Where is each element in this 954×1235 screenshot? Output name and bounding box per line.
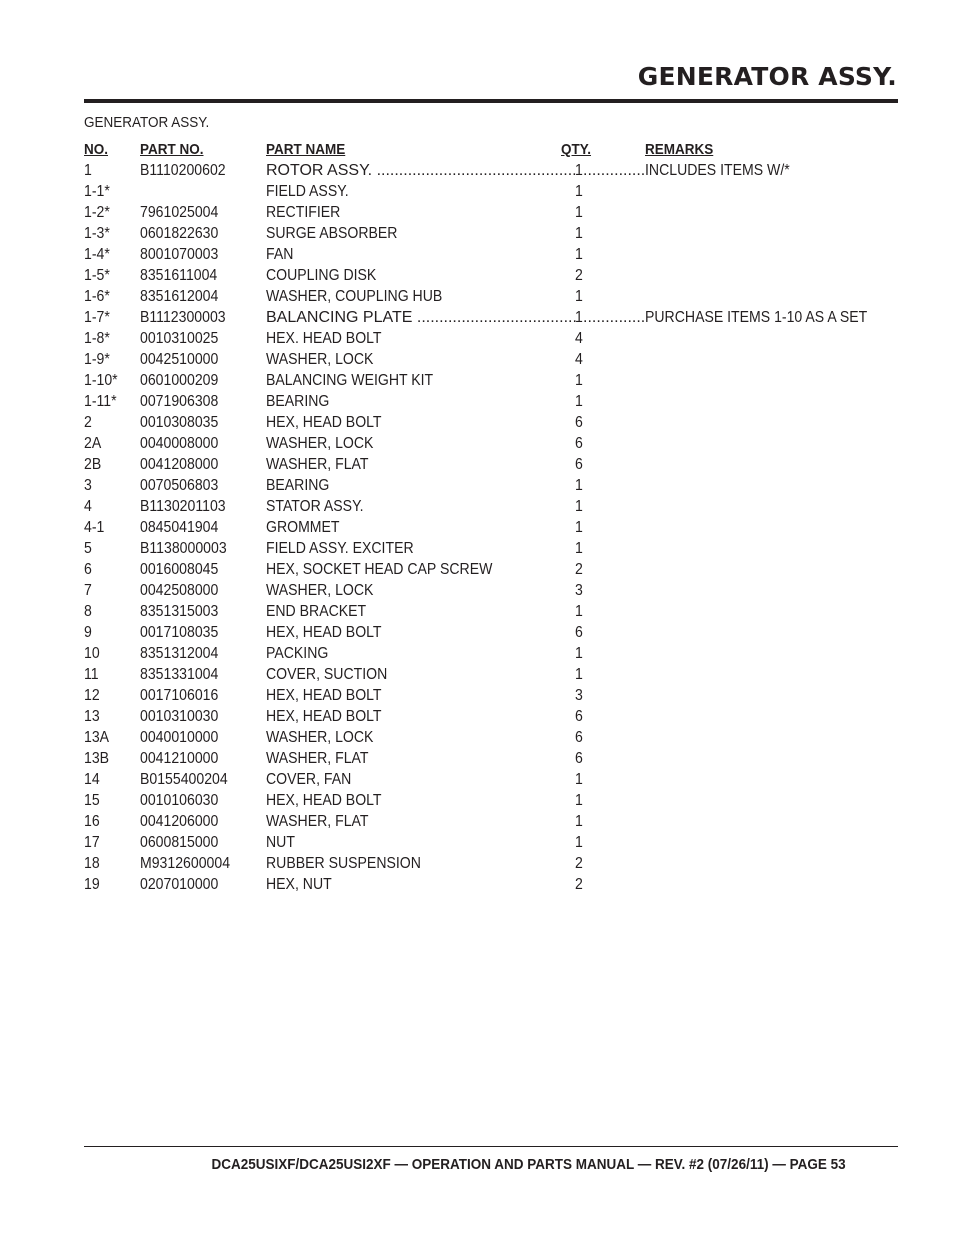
cell-no: 7	[84, 582, 92, 599]
cell-qty: 1	[575, 246, 583, 263]
cell-part-name: HEX, HEAD BOLT	[266, 414, 382, 431]
cell-no: 4-1	[84, 519, 105, 536]
cell-qty: 1	[575, 225, 583, 242]
table-row	[0, 393, 954, 414]
cell-qty: 3	[575, 687, 583, 704]
header-remarks: REMARKS	[645, 141, 714, 158]
cell-qty: 1	[575, 666, 583, 683]
cell-part-name: GROMMET	[266, 519, 340, 536]
cell-part-no: 0071906308	[140, 393, 219, 410]
cell-part-name: BEARING	[266, 477, 330, 494]
cell-qty: 2	[575, 561, 583, 578]
cell-no: 9	[84, 624, 92, 641]
cell-qty: 6	[575, 624, 583, 641]
table-row	[0, 582, 954, 603]
table-row	[0, 813, 954, 834]
cell-qty: 1	[575, 603, 583, 620]
cell-part-no: 8351312004	[140, 645, 219, 662]
cell-part-no: 0040008000	[140, 435, 219, 452]
cell-part-name: FAN	[266, 246, 294, 263]
cell-part-no: B1130201103	[140, 498, 226, 515]
cell-part-no: M9312600004	[140, 855, 231, 872]
table-row	[0, 561, 954, 582]
cell-part-name: WASHER, LOCK	[266, 435, 374, 452]
table-row	[0, 330, 954, 351]
cell-part-no: 0042510000	[140, 351, 219, 368]
cell-part-no: 8351331004	[140, 666, 219, 683]
table-row	[0, 876, 954, 897]
cell-part-no: B1110200602	[140, 162, 226, 179]
table-row	[0, 540, 954, 561]
cell-part-no: 0600815000	[140, 834, 219, 851]
cell-part-no: 7961025004	[140, 204, 219, 221]
cell-no: 11	[84, 666, 99, 683]
cell-part-no: 8351611004	[140, 267, 218, 284]
cell-part-no: 0207010000	[140, 876, 219, 893]
cell-qty: 6	[575, 708, 583, 725]
cell-part-no: B0155400204	[140, 771, 228, 788]
cell-qty: 1	[575, 813, 583, 830]
cell-part-name: PACKING	[266, 645, 329, 662]
cell-part-no: B1112300003	[140, 309, 226, 326]
header-no: NO.	[84, 141, 109, 158]
cell-no: 6	[84, 561, 92, 578]
cell-part-name: SURGE ABSORBER	[266, 225, 398, 242]
cell-part-name: HEX, HEAD BOLT	[266, 687, 382, 704]
table-row	[0, 246, 954, 267]
cell-part-no: 0041208000	[140, 456, 219, 473]
header-part-no: PART NO.	[140, 141, 204, 158]
table-row	[0, 183, 954, 204]
header-qty: QTY.	[561, 141, 592, 158]
page-title: GENERATOR ASSY.	[637, 62, 897, 91]
table-header	[0, 141, 954, 161]
section-subtitle: GENERATOR ASSY.	[84, 114, 210, 131]
cell-qty: 1	[575, 372, 583, 389]
table-row	[0, 456, 954, 477]
cell-part-no: 0845041904	[140, 519, 219, 536]
cell-part-name: HEX, HEAD BOLT	[266, 708, 382, 725]
cell-qty: 1	[575, 645, 583, 662]
cell-qty: 1	[575, 477, 583, 494]
table-row	[0, 666, 954, 687]
cell-qty: 2	[575, 876, 583, 893]
table-row	[0, 162, 954, 183]
cell-no: 15	[84, 792, 100, 809]
cell-part-name: HEX. HEAD BOLT	[266, 330, 382, 347]
cell-no: 1-3*	[84, 225, 110, 242]
cell-part-name: FIELD ASSY.	[266, 183, 349, 200]
cell-part-no: 0010310030	[140, 708, 219, 725]
cell-part-name: COUPLING DISK	[266, 267, 377, 284]
table-row	[0, 645, 954, 666]
cell-part-no: 0601000209	[140, 372, 219, 389]
cell-qty: 3	[575, 582, 583, 599]
cell-part-name: WASHER, LOCK	[266, 582, 374, 599]
cell-no: 1-5*	[84, 267, 110, 284]
cell-part-name: RUBBER SUSPENSION	[266, 855, 421, 872]
cell-qty: 4	[575, 330, 583, 347]
cell-no: 1-1*	[84, 183, 110, 200]
cell-no: 8	[84, 603, 92, 620]
cell-qty: 1	[575, 309, 583, 326]
cell-remarks: INCLUDES ITEMS W/*	[645, 162, 790, 179]
cell-part-no: B1138000003	[140, 540, 227, 557]
cell-no: 1-6*	[84, 288, 110, 305]
cell-no: 13	[84, 708, 100, 725]
table-row	[0, 603, 954, 624]
cell-part-name: RECTIFIER	[266, 204, 341, 221]
cell-no: 3	[84, 477, 92, 494]
cell-part-name: BALANCING WEIGHT KIT	[266, 372, 434, 389]
parts-table	[0, 162, 954, 897]
cell-qty: 6	[575, 729, 583, 746]
cell-part-name: HEX, HEAD BOLT	[266, 624, 382, 641]
table-row	[0, 225, 954, 246]
leader-dots	[583, 162, 647, 180]
cell-no: 13B	[84, 750, 110, 767]
cell-part-name: ROTOR ASSY. .....	[266, 162, 577, 180]
cell-no: 2B	[84, 456, 102, 473]
cell-part-no: 0010106030	[140, 792, 219, 809]
cell-part-name: COVER, FAN	[266, 771, 352, 788]
cell-part-name: HEX, SOCKET HEAD CAP SCREW	[266, 561, 493, 578]
cell-part-no: 0010310025	[140, 330, 219, 347]
cell-part-name: HEX, NUT	[266, 876, 332, 893]
cell-qty: 6	[575, 750, 583, 767]
cell-no: 4	[84, 498, 92, 515]
cell-qty: 1	[575, 771, 583, 788]
cell-no: 2	[84, 414, 92, 431]
cell-remarks: PURCHASE ITEMS 1-10 AS A SET	[645, 309, 868, 326]
cell-qty: 1	[575, 204, 583, 221]
table-row	[0, 351, 954, 372]
table-row	[0, 288, 954, 309]
leader-dots	[583, 309, 647, 327]
table-row	[0, 708, 954, 729]
cell-no: 1-8*	[84, 330, 110, 347]
cell-qty: 1	[575, 792, 583, 809]
cell-part-no: 0070506803	[140, 477, 219, 494]
cell-no: 12	[84, 687, 100, 704]
cell-qty: 1	[575, 183, 583, 200]
cell-part-name: HEX, HEAD BOLT	[266, 792, 382, 809]
cell-no: 19	[84, 876, 100, 893]
cell-part-name: WASHER, COUPLING HUB	[266, 288, 443, 305]
table-row	[0, 309, 954, 330]
table-row	[0, 834, 954, 855]
table-row	[0, 771, 954, 792]
table-row	[0, 729, 954, 750]
cell-no: 1-2*	[84, 204, 110, 221]
cell-part-no: 0040010000	[140, 729, 219, 746]
cell-part-name: WASHER, LOCK	[266, 729, 374, 746]
cell-qty: 1	[575, 162, 583, 179]
cell-qty: 1	[575, 288, 583, 305]
table-row	[0, 372, 954, 393]
table-row	[0, 687, 954, 708]
cell-no: 18	[84, 855, 100, 872]
cell-part-name: NUT	[266, 834, 295, 851]
table-row	[0, 414, 954, 435]
table-row	[0, 750, 954, 771]
title-rule	[84, 99, 898, 103]
footer-rule	[84, 1146, 898, 1147]
cell-part-no: 0010308035	[140, 414, 219, 431]
cell-part-name: FIELD ASSY. EXCITER	[266, 540, 414, 557]
cell-no: 1	[84, 162, 92, 179]
cell-qty: 4	[575, 351, 583, 368]
table-row	[0, 267, 954, 288]
cell-part-name: BALANCING PLATE .....	[266, 309, 577, 327]
cell-no: 2A	[84, 435, 102, 452]
table-row	[0, 624, 954, 645]
cell-no: 5	[84, 540, 92, 557]
cell-part-name: WASHER, FLAT	[266, 456, 369, 473]
cell-qty: 6	[575, 435, 583, 452]
cell-part-name: WASHER, FLAT	[266, 813, 369, 830]
page-footer: DCA25USIXF/DCA25USI2XF — OPERATION AND PARTS MANUAL — REV. #2 (07/26/11) — PAGE 53	[211, 1156, 846, 1173]
table-row	[0, 477, 954, 498]
cell-no: 13A	[84, 729, 110, 746]
cell-part-name: WASHER, FLAT	[266, 750, 369, 767]
cell-part-no: 0017108035	[140, 624, 219, 641]
table-row	[0, 519, 954, 540]
table-row	[0, 204, 954, 225]
cell-part-name: STATOR ASSY.	[266, 498, 364, 515]
cell-part-no: 0017106016	[140, 687, 219, 704]
cell-part-no: 0042508000	[140, 582, 219, 599]
cell-part-no: 0016008045	[140, 561, 219, 578]
cell-qty: 1	[575, 393, 583, 410]
cell-no: 10	[84, 645, 100, 662]
cell-part-no: 0601822630	[140, 225, 219, 242]
table-row	[0, 855, 954, 876]
cell-no: 1-9*	[84, 351, 110, 368]
cell-part-name: WASHER, LOCK	[266, 351, 374, 368]
cell-no: 14	[84, 771, 100, 788]
cell-qty: 6	[575, 414, 583, 431]
cell-no: 1-4*	[84, 246, 110, 263]
cell-qty: 1	[575, 540, 583, 557]
cell-qty: 6	[575, 456, 583, 473]
cell-no: 16	[84, 813, 100, 830]
cell-no: 17	[84, 834, 100, 851]
cell-qty: 1	[575, 834, 583, 851]
cell-part-no: 8351612004	[140, 288, 219, 305]
cell-qty: 1	[575, 519, 583, 536]
header-part-name: PART NAME	[266, 141, 346, 158]
cell-no: 1-11*	[84, 393, 117, 410]
cell-part-no: 8351315003	[140, 603, 219, 620]
cell-part-name: COVER, SUCTION	[266, 666, 388, 683]
cell-part-no: 8001070003	[140, 246, 219, 263]
table-row	[0, 792, 954, 813]
cell-qty: 1	[575, 498, 583, 515]
cell-qty: 2	[575, 267, 583, 284]
cell-part-name: END BRACKET	[266, 603, 367, 620]
table-row	[0, 498, 954, 519]
cell-qty: 2	[575, 855, 583, 872]
cell-no: 1-7*	[84, 309, 110, 326]
cell-part-no: 0041210000	[140, 750, 219, 767]
cell-part-no: 0041206000	[140, 813, 219, 830]
cell-no: 1-10*	[84, 372, 118, 389]
table-row	[0, 435, 954, 456]
cell-part-name: BEARING	[266, 393, 330, 410]
